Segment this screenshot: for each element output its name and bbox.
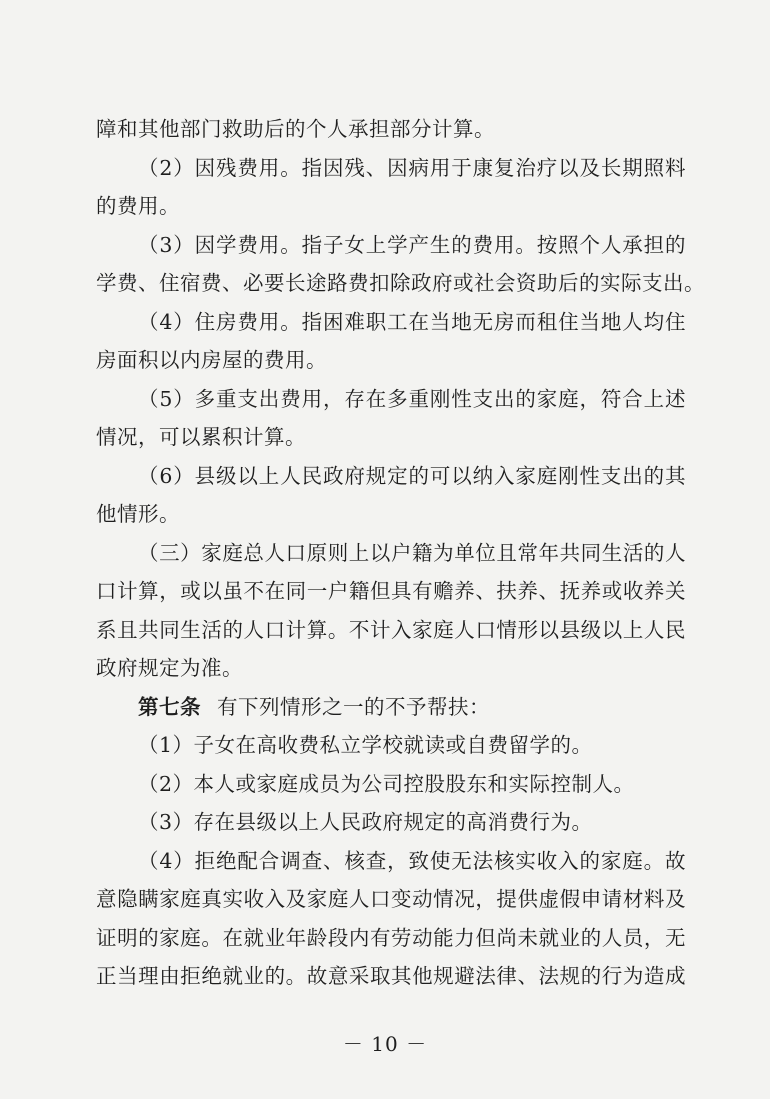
text-line: （6）县级以上人民政府规定的可以纳入家庭刚性支出的其 — [138, 464, 686, 488]
text-line: 的费用。 — [96, 194, 180, 218]
text-line: 口计算，或以虽不在同一户籍但具有赡养、扶养、抚养或收养关 — [96, 579, 686, 603]
text-line: 障和其他部门救助后的个人承担部分计算。 — [96, 117, 495, 141]
text-line: 证明的家庭。在就业年龄段内有劳动能力但尚未就业的人员，无 — [96, 926, 686, 950]
page-number: － 10 － — [342, 1032, 428, 1056]
text-line: （3）存在县级以上人民政府规定的高消费行为。 — [138, 810, 593, 834]
text-line: （5）多重支出费用，存在多重刚性支出的家庭，符合上述 — [138, 387, 686, 411]
text-line: 他情形。 — [96, 502, 180, 526]
text-line: （2）本人或家庭成员为公司控股股东和实际控制人。 — [138, 772, 635, 796]
text-line: 政府规定为准。 — [96, 656, 243, 680]
text-line: （1）子女在高收费私立学校就读或自费留学的。 — [138, 733, 593, 757]
text-line: （4）住房费用。指困难职工在当地无房而租住当地人均住 — [138, 310, 686, 334]
text-line: （三）家庭总人口原则上以户籍为单位且常年共同生活的人 — [138, 541, 686, 565]
text-line: 正当理由拒绝就业的。故意采取其他规避法律、法规的行为造成 — [96, 964, 686, 988]
text-line: 学费、住宿费、必要长途路费扣除政府或社会资助后的实际支出。 — [96, 271, 705, 295]
article-text: 有下列情形之一的不予帮扶： — [217, 695, 490, 719]
article-heading: 第七条 — [138, 695, 201, 719]
text-line: （2）因残费用。指因残、因病用于康复治疗以及长期照料 — [138, 156, 686, 180]
text-line: 系且共同生活的人口计算。不计入家庭人口情形以县级以上人民 — [96, 618, 686, 642]
text-line: （3）因学费用。指子女上学产生的费用。按照个人承担的 — [138, 233, 686, 257]
text-line: 房面积以内房屋的费用。 — [96, 348, 327, 372]
text-line: 情况，可以累积计算。 — [96, 425, 306, 449]
text-line: 意隐瞒家庭真实收入及家庭人口变动情况，提供虚假申请材料及 — [96, 887, 686, 911]
text-line: （4）拒绝配合调查、核查，致使无法核实收入的家庭。故 — [138, 849, 686, 873]
article-line — [138, 693, 686, 721]
